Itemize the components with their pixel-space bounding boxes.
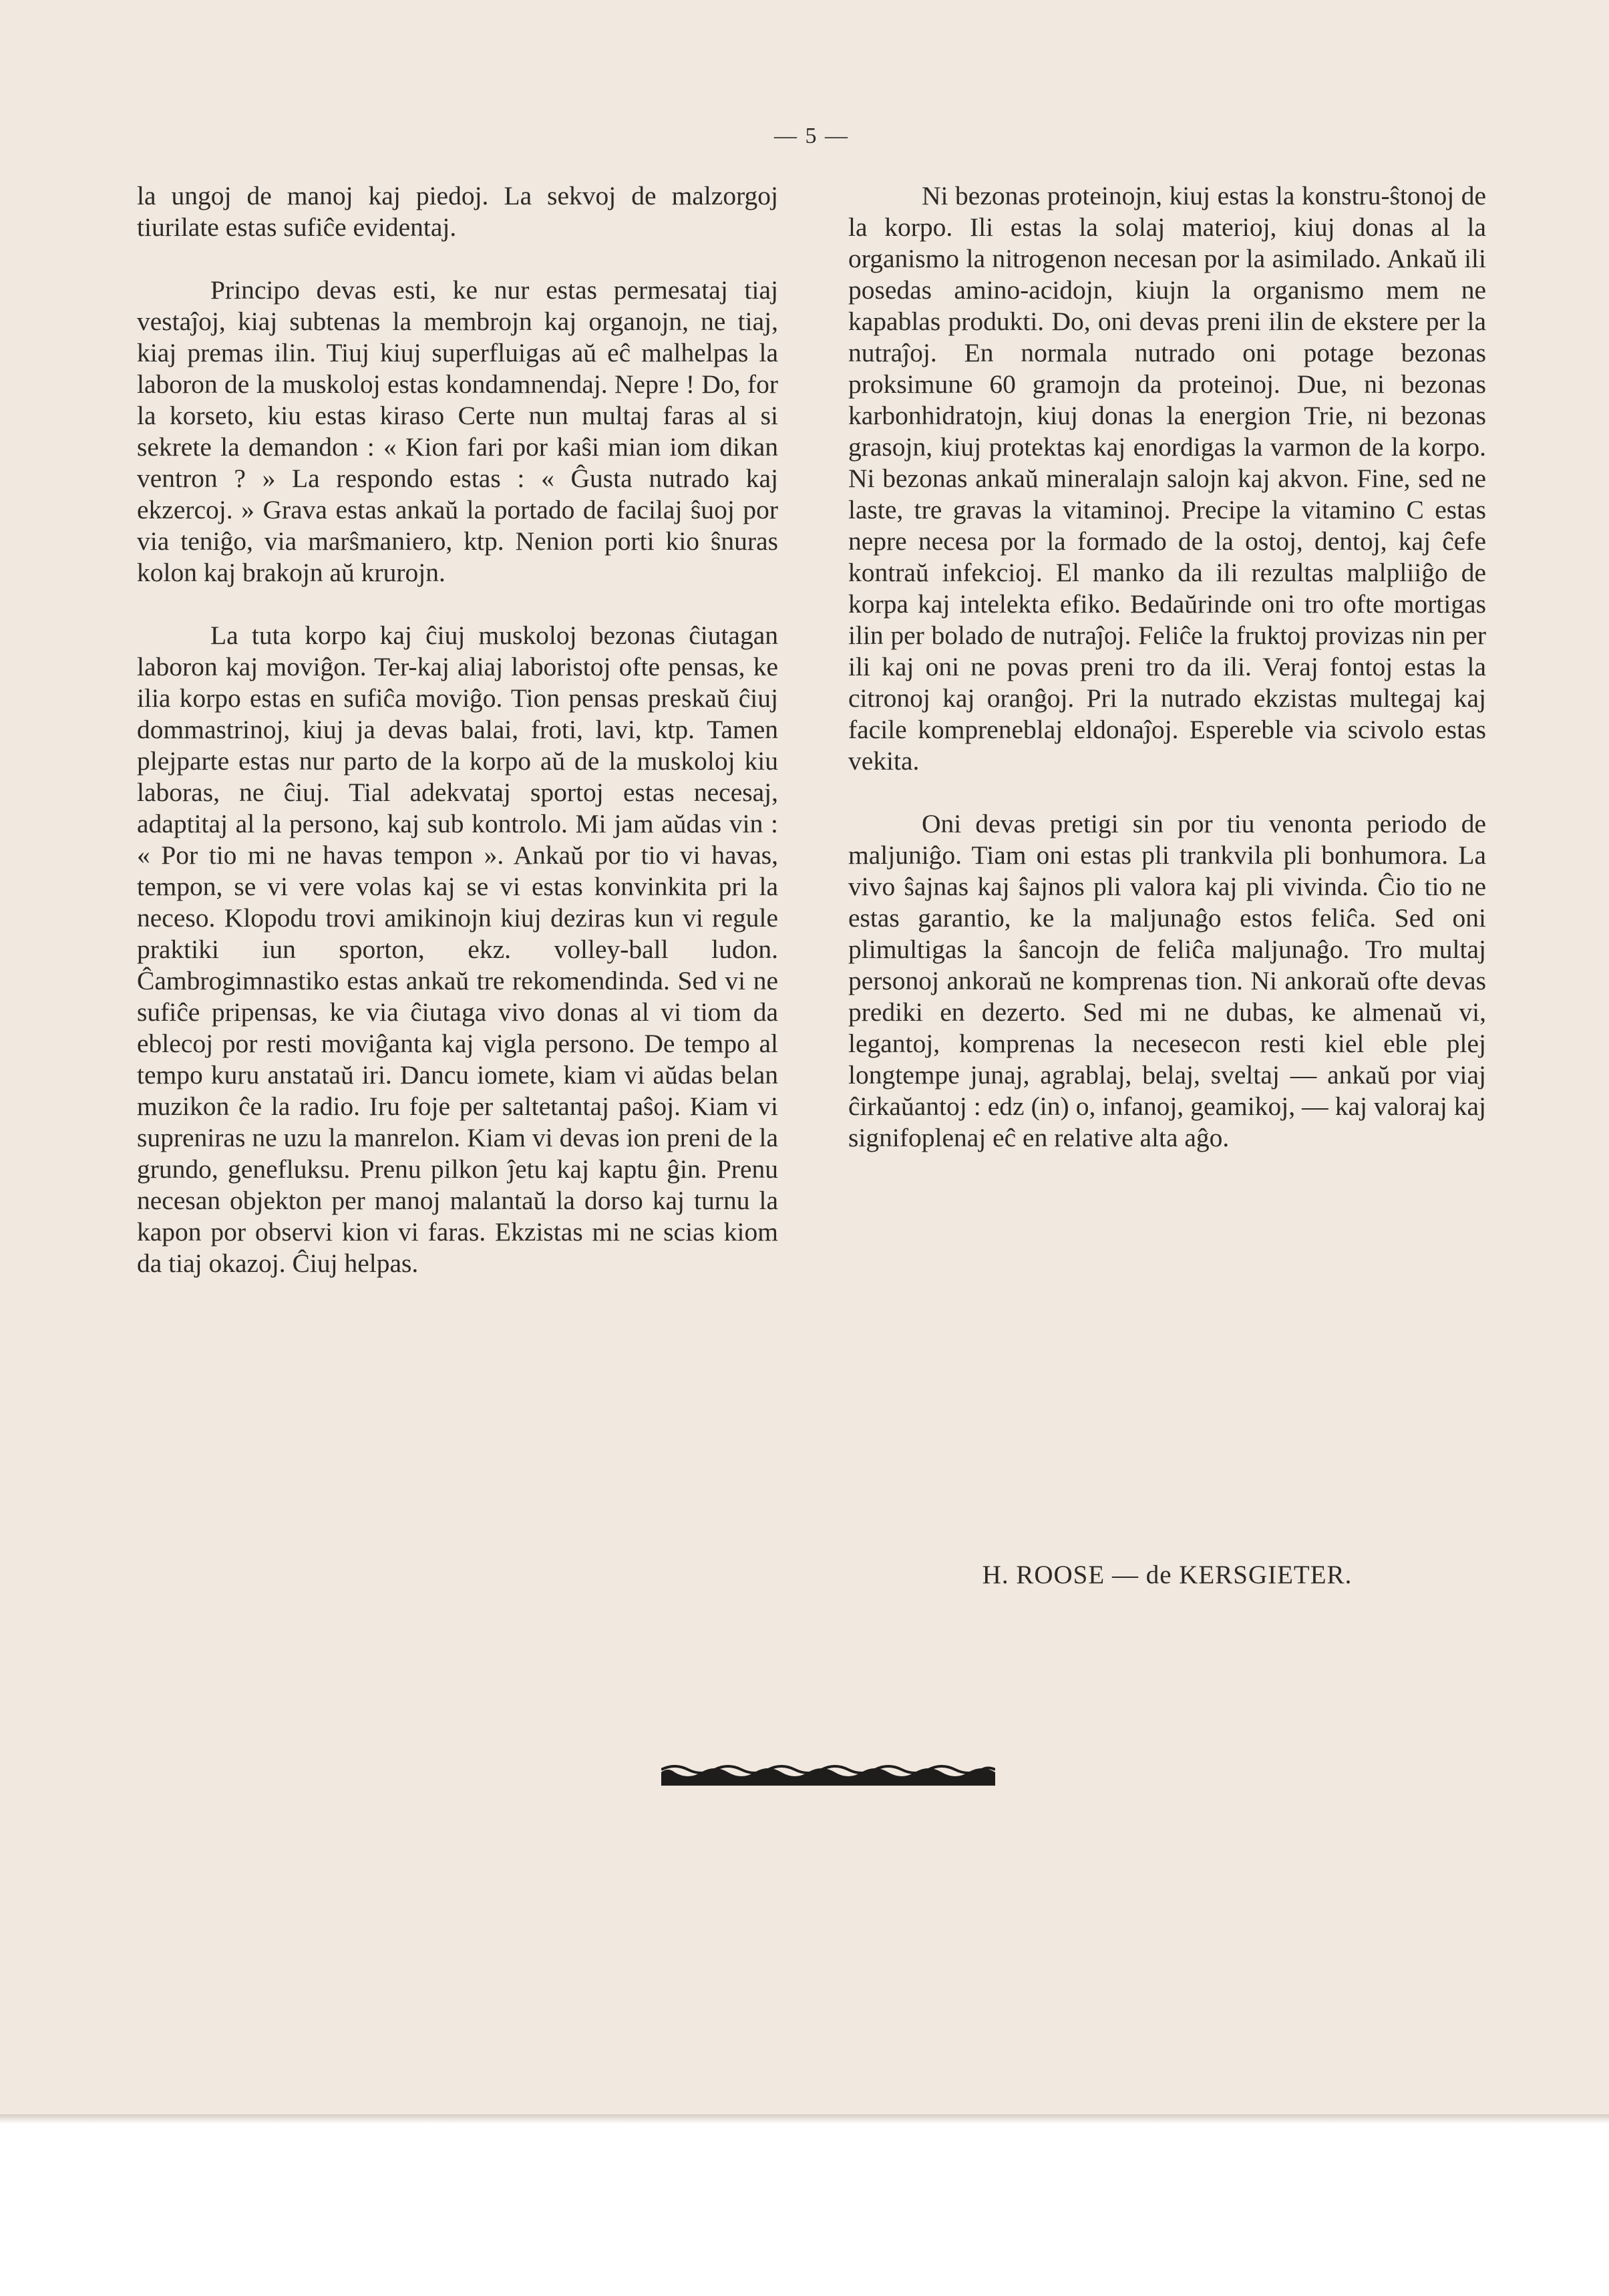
paragraph-old-age: Oni devas pretigi sin por tiu venonta periodo de maljuniĝo. Tiam oni estas pli trankvila pli bonhumora. La vivo ŝajnas kaj ŝajnos pli valora kaj pli vivinda. Ĉio tio ne estas garantio, ke la maljunaĝo estos feliĉa. Sed oni plimultigas la ŝancojn de feliĉa maljunaĝo. Tro multaj personoj ankoraŭ ne komprenas tion. Ni ankoraŭ ofte devas prediki en dezerto. Sed mi ne dubas, ke almenaŭ vi, legantoj, komprenas la necesecon resti kiel eble plej longtempe junaj, agrablaj, belaj, sveltaj — ankaŭ por viaj ĉirkaŭantoj : edz (in) o, infanoj, geamikoj, — kaj valoraj kaj signifoplenaj eĉ en relative alta aĝo. — [848, 809, 1486, 1152]
wave-divider-ornament — [661, 1760, 995, 1788]
right-column — [848, 180, 1486, 1185]
paragraph-clothing: Principo devas esti, ke nur estas permesataj tiaj vestaĵoj, kiaj subtenas la membrojn kaj organojn, ne tiaj, kiaj premas ilin. Tiuj kiuj superfluigas aŭ eĉ malhelpas la laboron de la muskoloj estas kondamnendaj. Nepre ! Do, for la korseto, kiu estas kiraso Certe nun multaj faras al si sekrete la demandon : « Kion fari por kaŝi mian iom dikan ventron ? » La respondo estas : « Ĝusta nutrado kaj ekzercoj. » Grava estas ankaŭ la portado de facilaj ŝuoj por via teniĝo, via marŝmaniero, ktp. Nenion porti kio ŝnuras kolon kaj brakojn aŭ krurojn. — [137, 275, 778, 587]
author-signature: H. ROOSE — de KERSGIETER. — [982, 1561, 1353, 1589]
sheet-edge-shadow — [0, 2114, 1609, 2124]
paragraph-continuation: la ungoj de manoj kaj piedoj. La sekvoj de malzorgoj tiurilate estas sufiĉe evidentaj. — [137, 181, 778, 242]
left-column — [137, 180, 778, 1311]
paragraph-nutrition: Ni bezonas proteinojn, kiuj estas la konstru-ŝtonoj de la korpo. Ili estas la solaj materioj, kiuj donas al la organismo la nitrogenon necesan por la asimilado. Ankaŭ ili posedas amino-acidojn, kiujn la organismo mem ne kapablas produkti. Do, oni devas preni ilin de ekstere per la nutraĵoj. En normala nutrado oni potage bezonas proksimune 60 gramojn da proteinoj. Due, ni bezonas karbonhidratojn, kiuj donas la energion Trie, ni bezonas grasojn, kiuj protektas kaj enordigas la varmon de la korpo. Ni bezonas ankaŭ mineralajn salojn kaj akvon. Fine, sed ne laste, tre gravas la vitaminoj. Precipe la vitamino C estas nepre necesa por la formado de la ostoj, dentoj, kaj ĉefe kontraŭ infekcioj. El manko da ili rezultas malpliiĝo de korpa kaj intelekta efiko. Bedaŭrinde oni tro ofte mortigas ilin per bolado de nutraĵoj. Feliĉe la fruktoj provizas nin per ili kaj oni ne povas preni tro da ili. Veraj fontoj estas la citronoj kaj oranĝoj. Pri la nutrado ekzistas multegaj kaj facile kompreneblaj eldonaĵoj. Espereble via scivolo estas vekita. — [848, 181, 1486, 776]
page-number: — 5 — — [774, 124, 849, 148]
paragraph-exercise: La tuta korpo kaj ĉiuj muskoloj bezonas ĉiutagan laboron kaj moviĝon. Ter-kaj aliaj laboristoj ofte pensas, ke ilia korpo estas en sufiĉa moviĝo. Tion pensas preskaŭ ĉiuj dommastrinoj, kiuj ja devas balai, froti, lavi, ktp. Tamen plejparte estas nur parto de la korpo aŭ de la muskoloj kiu laboras, ne ĉiuj. Tial adekvataj sportoj estas necesaj, adaptitaj al la persono, kaj sub kontrolo. Mi jam aŭdas vin : « Por tio mi ne havas tempon ». Ankaŭ por tio vi havas, tempon, se vi vere volas kaj se vi estas konvinkita pri la neceso. Klopodu trovi amikinojn kiuj deziras kun vi regule praktiki iun sporton, ekz. volley-ball ludon. Ĉambrogimnastiko estas ankaŭ tre rekomendinda. Sed vi ne sufiĉe pripensas, ke via ĉiutaga vivo donas al vi tiom da eblecoj por resti moviĝanta kaj vigla persono. De tempo al tempo kuru anstataŭ iri. Dancu iomete, kiam vi aŭdas belan muzikon ĉe la radio. Iru foje per saltetantaj paŝoj. Kiam vi supreniras ne uzu la manrelon. Kiam vi devas ion preni de la grundo, genefluksu. Prenu pilkon ĵetu kaj kaptu ĝin. Prenu necesan objekton per manoj malantaŭ la dorso kaj turnu la kapon por observi kion vi faras. Ekzistas mi ne scias kiom da tiaj okazoj. Ĉiuj helpas. — [137, 621, 778, 1278]
